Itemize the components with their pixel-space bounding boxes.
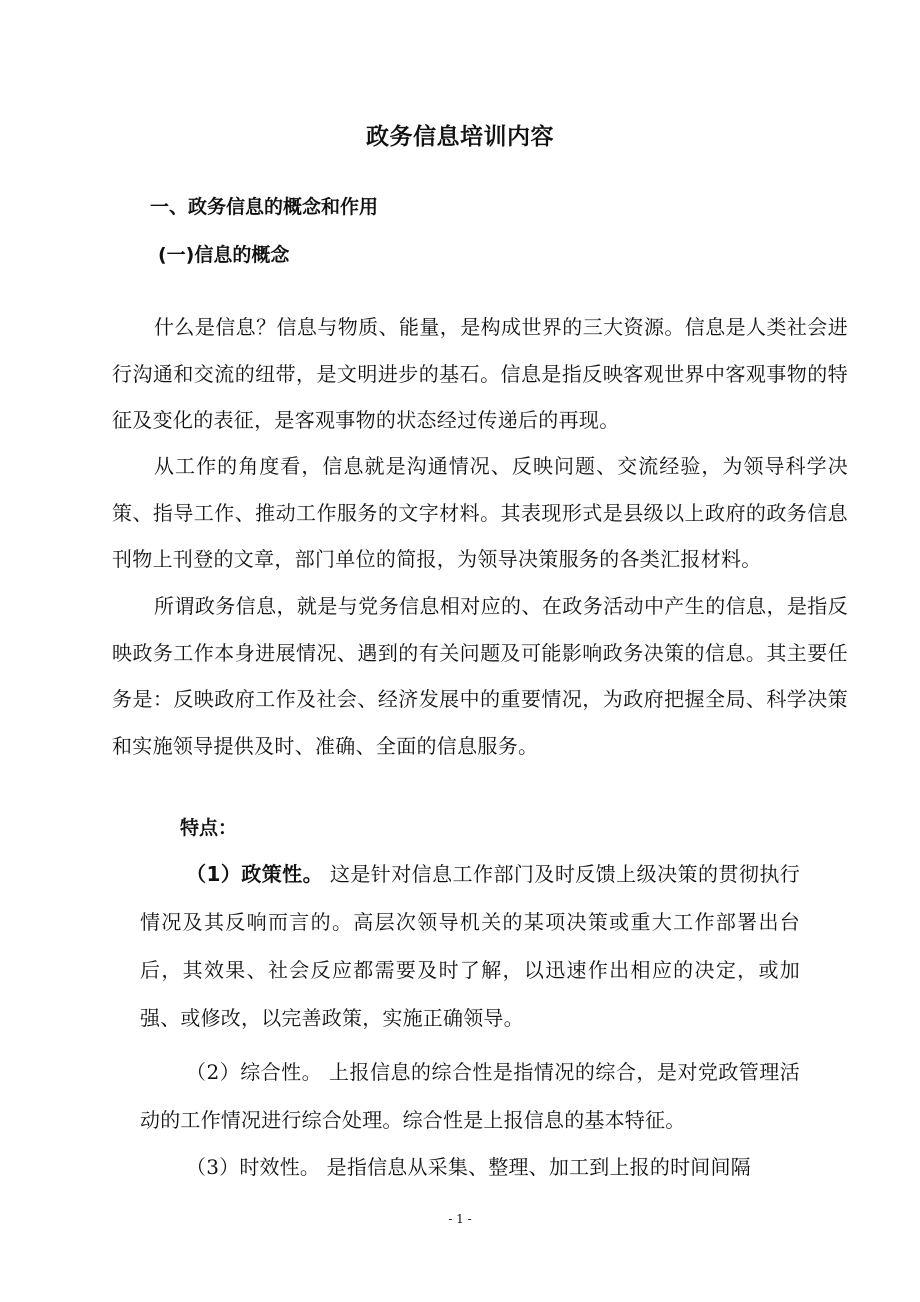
paragraph: 所谓政务信息，就是与党务信息相对应的、在政务活动中产生的信息，是指反映政务工作本身进展情况、遇到的有关问题及可能影响政务决策的信息。其主要任务是：反映政府工作及社会、经济发展中的重要情况，为政府把握全局、科学决策和实施领导提供及时、准确、全面的信息服务。: [112, 594, 848, 758]
features-heading: 特点：: [180, 817, 238, 839]
paragraph: 从工作的角度看，信息就是沟通情况、反映问题、交流经验，为领导科学决策、指导工作、推动工作服务的文字材料。其表现形式是县级以上政府的政务信息刊物上刊登的文章，部门单位的简报，为领导决策服务的各类汇报材料。: [112, 454, 848, 571]
feature-item-policy: [140, 850, 800, 1042]
feature-item-comprehensive: [140, 1048, 800, 1144]
feature-text: 这是针对信息工作部门及时反馈上级决策的贯彻执行情况及其反响而言的。高层次领导机关的某项决策或重大工作部署出台后，其效果、社会反应都需要及时了解，以迅速作出相应的决定，或加强、或修改，以完善政策，实施正确领导。: [140, 862, 800, 1030]
feature-text: 上报信息的综合性是指情况的综合，是对党政管理活动的工作情况进行综合处理。综合性是上报信息的基本特征。: [140, 1060, 800, 1132]
feature-item-timeliness: [140, 1143, 800, 1191]
page-number: - 1 -: [448, 1212, 472, 1226]
feature-label: （3）时效性。: [186, 1155, 321, 1179]
subsection-heading: (一)信息的概念: [158, 244, 290, 266]
feature-label: （2）综合性。: [186, 1060, 323, 1084]
section-heading: 一、政务信息的概念和作用: [150, 196, 379, 218]
feature-text: 是指信息从采集、整理、加工到上报的时间间隔: [320, 1155, 751, 1179]
document-title: 政务信息培训内容: [366, 124, 554, 150]
paragraph: 什么是信息？信息与物质、能量，是构成世界的三大资源。信息是人类社会进行沟通和交流的纽带，是文明进步的基石。信息是指反映客观世界中客观事物的特征及变化的表征，是客观事物的状态经过传递后的再现。: [112, 315, 848, 432]
feature-label: （1）政策性。: [186, 862, 324, 886]
